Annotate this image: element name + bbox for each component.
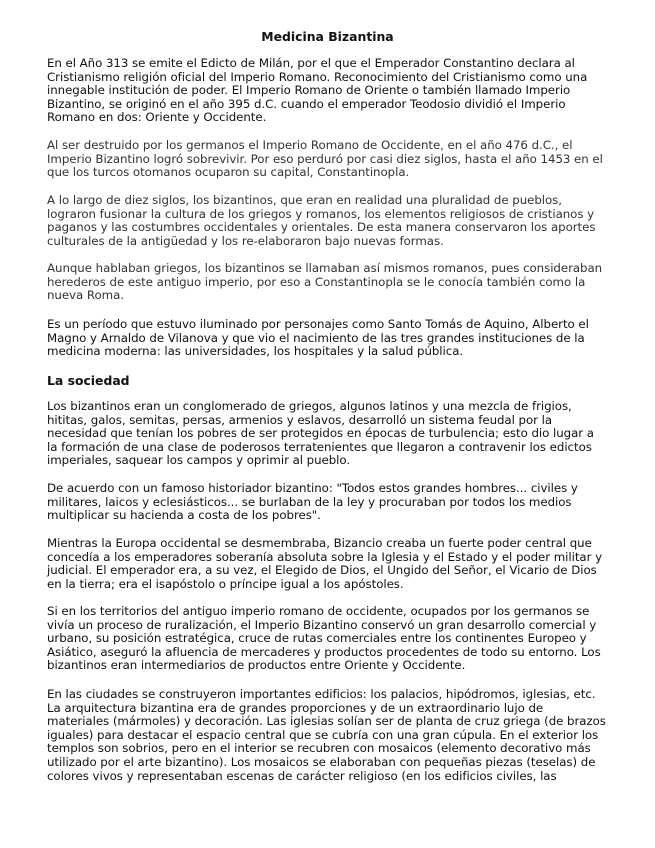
society-paragraph-4: Si en los territorios del antiguo imperio romano de occidente, ocupados por los germanos se vivía un proceso de ruralización, el Imperio Bizantino conservó un gran desarrollo comercial y urbano, su posición estratégica, cruce de rutas comerciales entre los continentes Europeo y Asiático, aseguró la afluencia de mercaderes y productos procedentes de todo su entorno. Los bizantinos eran intermediarios de productos entre Oriente y Occidente. [47,604,601,673]
intro-paragraph-4: Aunque hablaban griegos, los bizantinos se llamaban así mismos romanos, pues consideraban herederos de este antiguo imperio, por eso a Constantinopla se le conocía también como la nueva Roma. [47,261,603,303]
society-paragraph-1: Los bizantinos eran un conglomerado de griegos, algunos latinos y una mezcla de frigios, hititas, galos, semitas, persas, armenios y eslavos, desarrolló un sistema feudal por la necesidad que tenían los pobres de ser protegidos en épocas de turbulencia; esto dio lugar a la formación de una clase de poderosos terratenientes que llegaron a contravenir los edictos imperiales, saquear los campos y oprimir al pueblo. [47,399,594,468]
society-paragraph-3: Mientras la Europa occidental se desmembraba, Bizancio creaba un fuerte poder central que concedía a los emperadores soberanía absoluta sobre la Iglesia y el Estado y el poder militar y judicial. El emperador era, a su vez, el Elegido de Dios, el Ungido del Señor, el Vicario de Dios en la tierra; era el isapóstolo o príncipe igual a los apóstoles. [47,536,603,591]
society-paragraph-2: De acuerdo con un famoso historiador bizantino: "Todos estos grandes hombres... civiles y militares, laicos y eclesiásticos... se burlaban de la ley y procuraban por todos los medios multiplicar su hacienda a costa de los pobres". [47,481,578,523]
section-heading-la-sociedad: La sociedad [47,373,130,388]
intro-paragraph-1: En el Año 313 se emite el Edicto de Milán, por el que el Emperador Constantino declara al Cristianismo religión oficial del Imperio Romano. Reconocimiento del Cristianismo como una innegable institución de poder. El Imperio Romano de Oriente o también llamado Imperio Bizantino, se originó en el año 395 d.C. cuando el emperador Teodosio dividió el Imperio Romano en dos: Oriente y Occidente. [47,56,588,125]
intro-paragraph-3: A lo largo de diez siglos, los bizantinos, que eran en realidad una pluralidad de pueblos, lograron fusionar la cultura de los griegos y romanos, los elementos religiosos de cristianos y paganos y las costumbres occidentales y orientales. De esta manera conservaron los aportes culturales de la antigüedad y los re-elaboraron bajo nuevas formas. [47,193,596,248]
society-paragraph-5: En las ciudades se construyeron importantes edificios: los palacios, hipódromos, iglesias, etc. La arquitectura bizantina era de grandes proporciones y de un extraordinario lujo de materiales (mármoles) y decoración. Las iglesias solían ser de planta de cruz griega (de brazos iguales) para destacar el espacio central que se cubría con una gran cúpula. En el exterior los templos son sobrios, pero en el interior se recubren con mosaicos (elemento decorativo más utilizado por el arte bizantino). Los mosaicos se elaboraban con pequeñas piezas (teselas) de colores vivos y representaban escenas de carácter religioso (en los edificios civiles, las [47,687,606,783]
intro-paragraph-2: Al ser destruido por los germanos el Imperio Romano de Occidente, en el año 476 d.C., el Imperio Bizantino logró sobrevivir. Por eso perduró por casi diez siglos, hasta el año 1453 en el que los turcos otomanos ocuparon su capital, Constantinopla. [47,138,603,180]
intro-paragraph-5: Es un período que estuvo iluminado por personajes como Santo Tomás de Aquino, Alberto el Magno y Arnaldo de Vilanova y que vio el nacimiento de las tres grandes instituciones de la medicina moderna: las universidades, los hospitales y la salud pública. [47,317,589,359]
document-title: Medicina Bizantina [261,29,394,44]
